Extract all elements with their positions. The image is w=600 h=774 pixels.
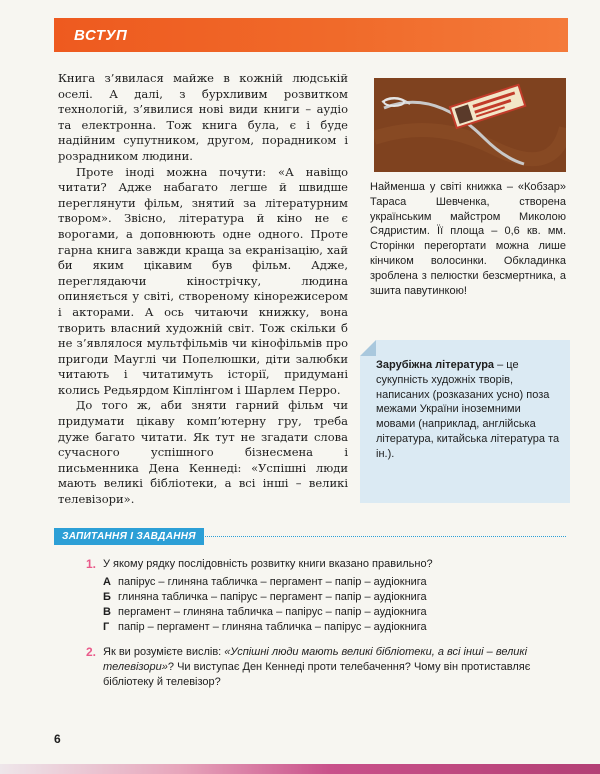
option-text: пергамент – глиняна табличка – папірус – папір – аудіокнига	[118, 606, 427, 618]
definition-box-fold	[360, 340, 376, 356]
option-text: папірус – глиняна табличка – пергамент – папір – аудіокнига	[118, 576, 427, 588]
definition-body: – це сукупність художніх творів, написаних (розказаних усно) поза межами України іноземними мовами (наприклад, англійська література, китайська література та ін.).	[376, 359, 560, 460]
option-letter: А	[103, 576, 111, 588]
needle-with-tiny-book-icon	[374, 78, 566, 172]
definition-term: Зарубіжна література	[376, 359, 495, 371]
photo-caption: Найменша у світі книжка – «Кобзар» Тараса Шевченка, створена українським майстром Миколою Сядристим. Її площа – 0,6 кв. мм. Сторінки перегортати можна лише кінчиком волосинки. Обкладинка зроблена з пелюстки безсмертника, а зшита павутинкою!	[370, 181, 566, 297]
option-d	[103, 620, 427, 634]
paragraph-2: Проте іноді можна почути: «А навіщо читати? Адже набагато легше й швидше переглянути фільм, знятий за літературним твором». Звісно, література й кіно не є ворогами, а доповнюють одне одного. Проте гарна книга завжди краща за екранізацію, хай би яким цікавим був фільм. Адже, переглядаючи кінострічку, людина опиняється у світі, створеному кінорежисером і акторами. А ось читаючи книжку, вона творить власний художній світ. Тож скільки б не з’являлося мультфільмів чи кінофільмів про пригоди Мауглі чи Попелюшки, діти залюбки читають і читатимуть історії, придумані колись Редьярдом Кіплінгом і Шарлем Перро.	[58, 164, 348, 397]
needle-book-photo	[374, 78, 566, 172]
page-number: 6	[54, 732, 61, 746]
paragraph-1: Книга з’явилася майже в кожній людській оселі. А далі, з бурхливим розвитком технологій, з’явилися нові види книги – аудіо та електронна. Тож книга була, є і буде надійним супутником, другом, порадником і розрадником людини.	[58, 71, 348, 163]
question-2-tail: ? Чи виступає Ден Кеннеді проти телебачення? Чому він протиставляє бібліотеку й телевізор?	[103, 661, 531, 688]
option-c	[103, 605, 427, 619]
chapter-title: ВСТУП	[74, 27, 128, 44]
option-letter: В	[103, 606, 111, 618]
question-2-text	[103, 645, 565, 690]
option-a	[103, 575, 427, 589]
option-letter: Б	[103, 591, 111, 603]
option-text: папір – пергамент – глиняна табличка – папірус – аудіокнига	[118, 621, 427, 633]
option-b	[103, 590, 427, 604]
option-text: глиняна табличка – папірус – пергамент – папір – аудіокнига	[118, 591, 427, 603]
main-text-column	[58, 71, 348, 508]
definition-text	[376, 358, 562, 462]
question-1-text: У якому рядку послідовність розвитку книги вказано правильно?	[103, 558, 433, 570]
question-2-number: 2.	[86, 645, 97, 659]
question-1-number: 1.	[86, 557, 97, 571]
questions-badge: ЗАПИТАННЯ І ЗАВДАННЯ	[54, 528, 204, 545]
question-2-quote: «Успішні люди мають великі бібліотеки, а всі інші – великі телевізори»	[103, 646, 528, 673]
option-letter: Г	[103, 621, 110, 633]
question-2-lead: Як ви розумієте вислів:	[103, 646, 225, 658]
bottom-edge-strip	[0, 764, 600, 774]
paragraph-3: До того ж, аби зняти гарний фільм чи придумати цікаву комп’ютерну гру, треба дуже багато читати. Як тут не згадати слова сучасного успішного бізнесмена і письменника Дена Кеннеді: «Успішні люди мають великі бібліотеки, а всі інші – великі телевізори».	[58, 398, 348, 507]
chapter-header-band	[54, 18, 568, 52]
